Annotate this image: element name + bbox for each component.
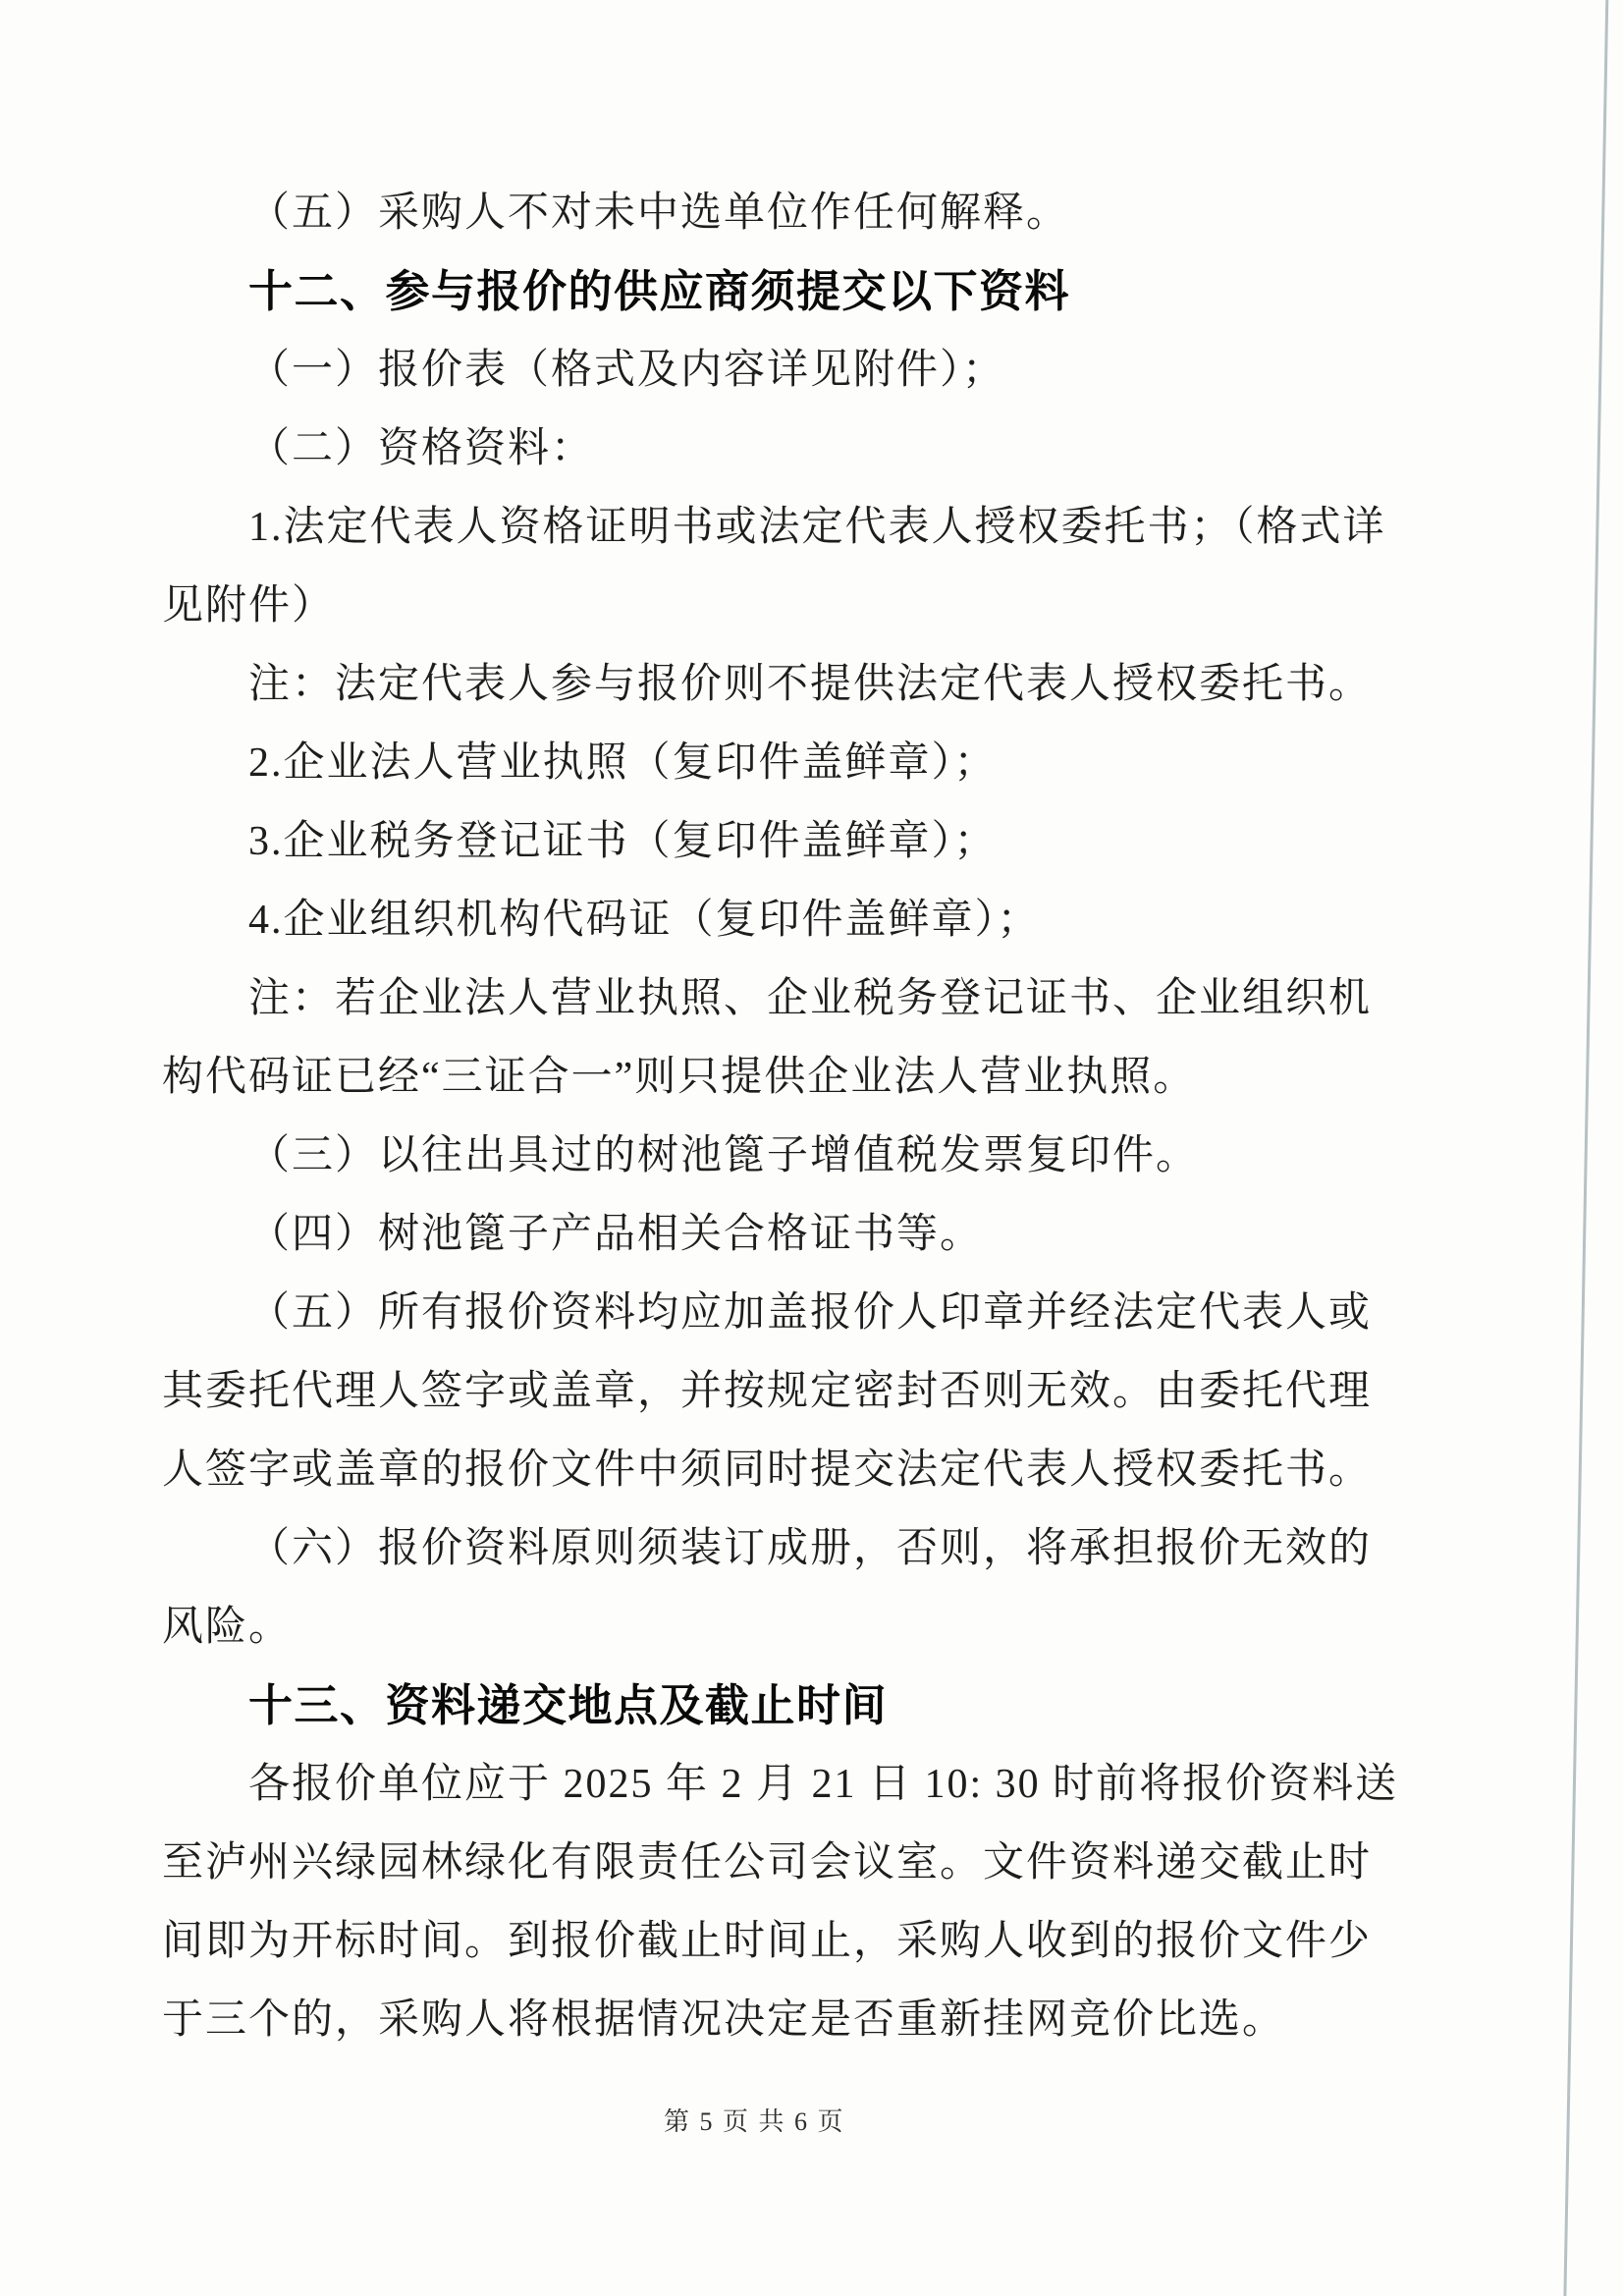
text-line: （三）以往出具过的树池篦子增值税发票复印件。 xyxy=(248,1133,1200,1178)
text-line: 3.企业税务登记证书（复印件盖鲜章）； xyxy=(248,819,998,864)
text-line: 各报价单位应于 2025 年 2 月 21 日 10: 30 时前将报价资料送 xyxy=(248,1762,1399,1807)
scan-edge-artifact xyxy=(1563,0,1609,2296)
text-line: （四）树池篦子产品相关合格证书等。 xyxy=(248,1212,984,1257)
text-line: （五）采购人不对未中选单位作任何解释。 xyxy=(248,191,1070,236)
text-line: （一）报价表（格式及内容详见附件）； xyxy=(248,348,1006,393)
text-line: 间即为开标时间。到报价截止时间止，采购人收到的报价文件少 xyxy=(162,1919,1373,1964)
text-line: 其委托代理人签字或盖章，并按规定密封否则无效。由委托代理 xyxy=(162,1369,1373,1414)
text-line: 1.法定代表人资格证明书或法定代表人授权委托书；（格式详 xyxy=(248,505,1386,550)
text-line: （五）所有报价资料均应加盖报价人印章并经法定代表人或 xyxy=(248,1290,1373,1336)
text-line: 注：若企业法人营业执照、企业税务登记证书、企业组织机 xyxy=(248,976,1373,1021)
section-heading: 十三、资料递交地点及截止时间 xyxy=(248,1680,889,1730)
text-line: 构代码证已经“三证合一”则只提供企业法人营业执照。 xyxy=(162,1055,1197,1100)
text-line: 2.企业法人营业执照（复印件盖鲜章）； xyxy=(248,740,998,786)
text-line: （二）资格资料： xyxy=(248,426,595,471)
text-line: 至泸州兴绿园林绿化有限责任公司会议室。文件资料递交截止时 xyxy=(162,1840,1373,1886)
text-line: 于三个的，采购人将根据情况决定是否重新挂网竞价比选。 xyxy=(162,1997,1286,2043)
text-line: 风险。 xyxy=(162,1605,293,1650)
document-body xyxy=(162,174,1438,2059)
text-line: 人签字或盖章的报价文件中须同时提交法定代表人授权委托书。 xyxy=(162,1448,1373,1493)
text-line: 见附件） xyxy=(162,583,336,629)
section-heading: 十二、参与报价的供应商须提交以下资料 xyxy=(248,266,1071,316)
page-number-footer: 第 5 页 共 6 页 xyxy=(664,2107,845,2136)
text-line: 注：法定代表人参与报价则不提供法定代表人授权委托书。 xyxy=(248,662,1373,707)
text-line: （六）报价资料原则须装订成册，否则，将承担报价无效的 xyxy=(248,1526,1373,1571)
text-line: 4.企业组织机构代码证（复印件盖鲜章）； xyxy=(248,898,1041,943)
